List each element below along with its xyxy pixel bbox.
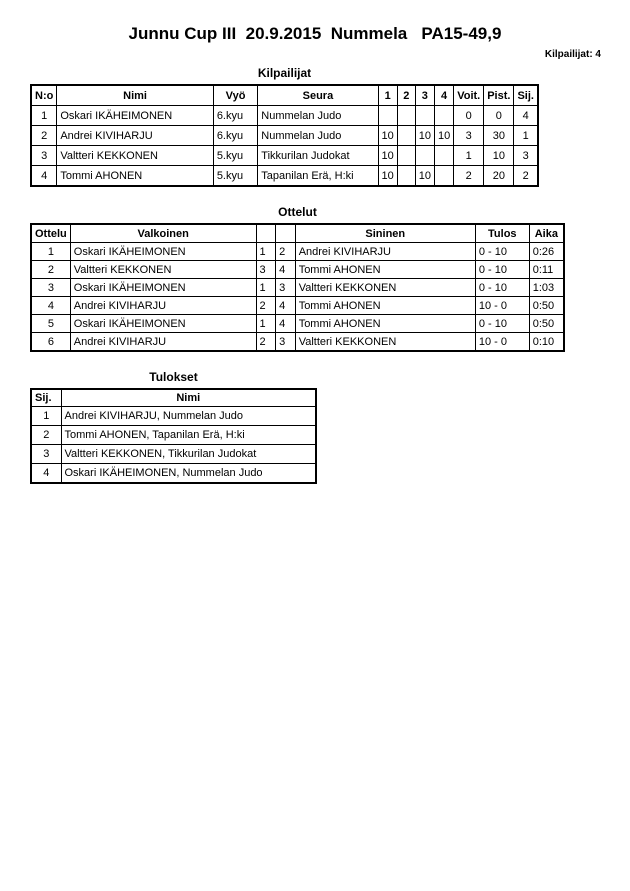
cell-score-1: 10 [378, 146, 397, 166]
cell-name: Tommi AHONEN [57, 166, 213, 187]
cell-no: 3 [31, 146, 57, 166]
cell-place: 3 [31, 445, 61, 464]
ottelut-table [30, 223, 565, 352]
table-row [31, 166, 538, 187]
cell-place: 2 [31, 426, 61, 445]
col-header-valkoinen: Valkoinen [70, 224, 256, 243]
cell-blue-name: Tommi AHONEN [295, 261, 475, 279]
cell-blue-name: Tommi AHONEN [295, 297, 475, 315]
table-row [31, 146, 538, 166]
cell-name-club: Oskari IKÄHEIMONEN, Nummelan Judo [61, 464, 316, 484]
cell-wins: 2 [454, 166, 484, 187]
col-header-ottelu: Ottelu [31, 224, 70, 243]
cell-score-4 [434, 146, 453, 166]
cell-white-name: Oskari IKÄHEIMONEN [70, 315, 256, 333]
cell-blue-num: 4 [276, 261, 296, 279]
cell-blue-num: 3 [276, 333, 296, 352]
cell-white-name: Andrei KIVIHARJU [70, 333, 256, 352]
table-row [31, 445, 316, 464]
cell-score-2 [397, 146, 415, 166]
cell-club: Tapanilan Erä, H:ki [258, 166, 378, 187]
cell-place: 3 [514, 146, 538, 166]
table-row [31, 243, 564, 261]
cell-score-3: 10 [415, 126, 434, 146]
cell-name: Valtteri KEKKONEN [57, 146, 213, 166]
col-header-1: 1 [378, 85, 397, 106]
col-header-vyo: Vyö [213, 85, 257, 106]
col-header-2: 2 [397, 85, 415, 106]
cell-score-4 [434, 106, 453, 126]
cell-result: 0 - 10 [475, 279, 529, 297]
cell-place: 4 [514, 106, 538, 126]
ottelut-section [30, 205, 565, 352]
cell-score-1: 10 [378, 166, 397, 187]
cell-white-name: Valtteri KEKKONEN [70, 261, 256, 279]
col-header-sij: Sij. [31, 389, 61, 407]
cell-white-num: 2 [256, 297, 276, 315]
cell-result: 0 - 10 [475, 315, 529, 333]
cell-result: 10 - 0 [475, 333, 529, 352]
table-row [31, 106, 538, 126]
cell-white-num: 1 [256, 243, 276, 261]
col-header-no: N:o [31, 85, 57, 106]
cell-time: 0:10 [529, 333, 564, 352]
cell-score-2 [397, 106, 415, 126]
col-header-sininen: Sininen [295, 224, 475, 243]
cell-time: 0:50 [529, 315, 564, 333]
col-header-nimi: Nimi [57, 85, 213, 106]
cell-place: 1 [31, 407, 61, 426]
cell-points: 10 [484, 146, 514, 166]
cell-score-4 [434, 166, 453, 187]
col-header-seura: Seura [258, 85, 378, 106]
cell-score-2 [397, 166, 415, 187]
table-row [31, 407, 316, 426]
cell-blue-name: Valtteri KEKKONEN [295, 333, 475, 352]
cell-score-1 [378, 106, 397, 126]
cell-score-3: 10 [415, 166, 434, 187]
cell-belt: 5.kyu [213, 166, 257, 187]
ottelut-heading: Ottelut [278, 205, 317, 219]
col-header-blue-num [276, 224, 296, 243]
cell-blue-name: Valtteri KEKKONEN [295, 279, 475, 297]
cell-belt: 5.kyu [213, 146, 257, 166]
cell-match-no: 6 [31, 333, 70, 352]
tulokset-heading: Tulokset [149, 370, 198, 384]
tulokset-section [30, 370, 317, 484]
cell-blue-num: 4 [276, 315, 296, 333]
table-row [31, 297, 564, 315]
col-header-4: 4 [434, 85, 453, 106]
cell-wins: 1 [454, 146, 484, 166]
cell-blue-name: Tommi AHONEN [295, 315, 475, 333]
page-title: Junnu Cup III 20.9.2015 Nummela PA15-49,9 [128, 24, 502, 43]
cell-score-4: 10 [434, 126, 453, 146]
col-header-3: 3 [415, 85, 434, 106]
cell-blue-name: Andrei KIVIHARJU [295, 243, 475, 261]
col-header-voit: Voit. [454, 85, 484, 106]
cell-time: 0:50 [529, 297, 564, 315]
table-row [31, 315, 564, 333]
cell-time: 0:11 [529, 261, 564, 279]
col-header-sij: Sij. [514, 85, 538, 106]
col-header-white-num [256, 224, 276, 243]
cell-white-num: 2 [256, 333, 276, 352]
cell-no: 2 [31, 126, 57, 146]
table-row [31, 126, 538, 146]
cell-name-club: Valtteri KEKKONEN, Tikkurilan Judokat [61, 445, 316, 464]
ottelut-header-row [31, 224, 564, 243]
tulokset-table [30, 388, 317, 484]
cell-wins: 3 [454, 126, 484, 146]
table-row [31, 333, 564, 352]
cell-result: 0 - 10 [475, 261, 529, 279]
cell-white-name: Andrei KIVIHARJU [70, 297, 256, 315]
cell-name: Andrei KIVIHARJU [57, 126, 213, 146]
table-row [31, 464, 316, 484]
cell-score-3 [415, 146, 434, 166]
cell-place: 4 [31, 464, 61, 484]
cell-belt: 6.kyu [213, 106, 257, 126]
cell-white-num: 1 [256, 315, 276, 333]
cell-blue-num: 3 [276, 279, 296, 297]
cell-match-no: 3 [31, 279, 70, 297]
cell-points: 30 [484, 126, 514, 146]
cell-no: 4 [31, 166, 57, 187]
cell-match-no: 5 [31, 315, 70, 333]
cell-name: Oskari IKÄHEIMONEN [57, 106, 213, 126]
cell-club: Nummelan Judo [258, 126, 378, 146]
cell-score-1: 10 [378, 126, 397, 146]
cell-result: 0 - 10 [475, 243, 529, 261]
cell-match-no: 2 [31, 261, 70, 279]
col-header-pist: Pist. [484, 85, 514, 106]
cell-match-no: 4 [31, 297, 70, 315]
cell-score-2 [397, 126, 415, 146]
cell-score-3 [415, 106, 434, 126]
cell-white-name: Oskari IKÄHEIMONEN [70, 243, 256, 261]
cell-white-num: 1 [256, 279, 276, 297]
kilpailijat-heading: Kilpailijat [257, 66, 312, 80]
col-header-tulos: Tulos [475, 224, 529, 243]
cell-no: 1 [31, 106, 57, 126]
table-row [31, 279, 564, 297]
col-header-nimi: Nimi [61, 389, 316, 407]
cell-white-num: 3 [256, 261, 276, 279]
tulokset-header-row [31, 389, 316, 407]
cell-club: Nummelan Judo [258, 106, 378, 126]
cell-place: 2 [514, 166, 538, 187]
cell-points: 20 [484, 166, 514, 187]
cell-result: 10 - 0 [475, 297, 529, 315]
cell-time: 1:03 [529, 279, 564, 297]
cell-name-club: Andrei KIVIHARJU, Nummelan Judo [61, 407, 316, 426]
cell-match-no: 1 [31, 243, 70, 261]
col-header-aika: Aika [529, 224, 564, 243]
cell-blue-num: 4 [276, 297, 296, 315]
competitor-count-label: Kilpailijat: 4 [544, 49, 601, 60]
kilpailijat-header-row [31, 85, 538, 106]
cell-club: Tikkurilan Judokat [258, 146, 378, 166]
cell-name-club: Tommi AHONEN, Tapanilan Erä, H:ki [61, 426, 316, 445]
table-row [31, 426, 316, 445]
kilpailijat-section [30, 66, 539, 187]
cell-wins: 0 [454, 106, 484, 126]
cell-points: 0 [484, 106, 514, 126]
table-row [31, 261, 564, 279]
cell-blue-num: 2 [276, 243, 296, 261]
cell-place: 1 [514, 126, 538, 146]
cell-time: 0:26 [529, 243, 564, 261]
cell-white-name: Oskari IKÄHEIMONEN [70, 279, 256, 297]
cell-belt: 6.kyu [213, 126, 257, 146]
kilpailijat-table [30, 84, 539, 187]
